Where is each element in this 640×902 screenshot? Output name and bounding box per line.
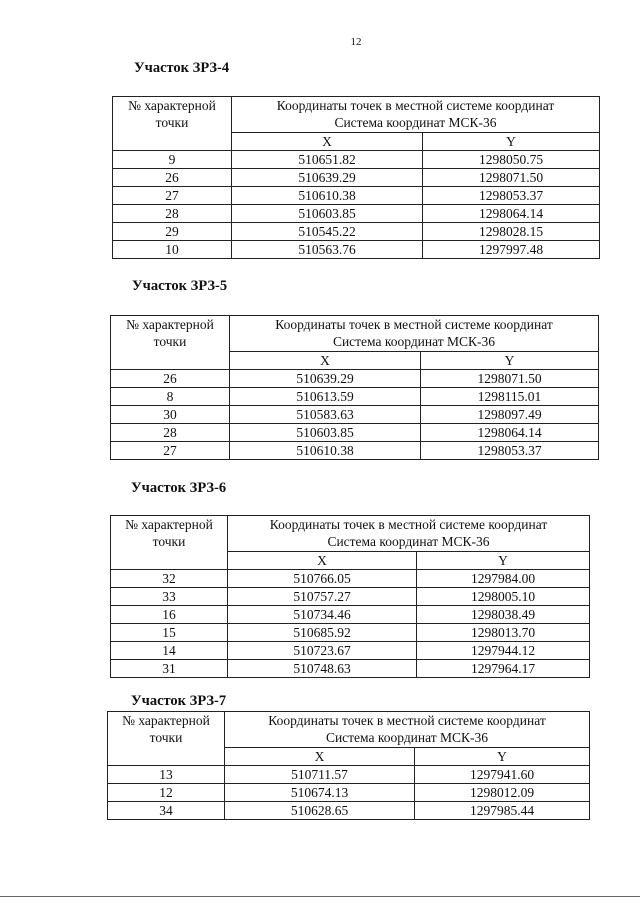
point-number-cell: 29 <box>113 223 232 241</box>
y-coordinate-cell: 1297964.17 <box>417 660 590 678</box>
y-column-header: Y <box>421 352 599 370</box>
y-coordinate-cell: 1298064.14 <box>421 424 599 442</box>
x-coordinate-cell: 510603.85 <box>232 205 423 223</box>
point-number-header: № характерной точки <box>108 712 225 766</box>
table-row <box>111 642 590 660</box>
x-coordinate-cell: 510610.38 <box>230 442 421 460</box>
y-coordinate-cell: 1298013.70 <box>417 624 590 642</box>
y-coordinate-cell: 1297984.00 <box>417 570 590 588</box>
y-coordinate-cell: 1298115.01 <box>421 388 599 406</box>
section-heading-zrz7: Участок ЗРЗ-7 <box>131 693 227 709</box>
y-coordinate-cell: 1297997.48 <box>423 241 600 259</box>
y-coordinate-cell: 1298005.10 <box>417 588 590 606</box>
y-coordinate-cell: 1298053.37 <box>421 442 599 460</box>
point-number-cell: 8 <box>111 388 230 406</box>
table-row <box>111 424 599 442</box>
table-row <box>113 151 600 169</box>
x-coordinate-cell: 510723.67 <box>228 642 417 660</box>
table-row <box>113 205 600 223</box>
point-number-cell: 34 <box>108 802 225 820</box>
point-number-cell: 28 <box>113 205 232 223</box>
point-number-cell: 13 <box>108 766 225 784</box>
coordinates-table-zrz6 <box>110 515 590 678</box>
y-coordinate-cell: 1298097.49 <box>421 406 599 424</box>
table-row <box>113 223 600 241</box>
table-row <box>108 784 590 802</box>
table-header-row <box>108 712 590 748</box>
table-row <box>108 802 590 820</box>
point-number-cell: 26 <box>111 370 230 388</box>
coordinates-table-zrz5 <box>110 315 599 460</box>
x-coordinate-cell: 510685.92 <box>228 624 417 642</box>
y-coordinate-cell: 1298038.49 <box>417 606 590 624</box>
y-coordinate-cell: 1298071.50 <box>421 370 599 388</box>
table-row <box>113 241 600 259</box>
page-bottom-rule <box>0 896 640 897</box>
page-number: 12 <box>350 36 362 48</box>
table-row <box>108 766 590 784</box>
y-coordinate-cell: 1298064.14 <box>423 205 600 223</box>
x-coordinate-cell: 510563.76 <box>232 241 423 259</box>
y-coordinate-cell: 1297941.60 <box>415 766 590 784</box>
x-coordinate-cell: 510639.29 <box>230 370 421 388</box>
x-coordinate-cell: 510583.63 <box>230 406 421 424</box>
x-coordinate-cell: 510610.38 <box>232 187 423 205</box>
x-coordinate-cell: 510613.59 <box>230 388 421 406</box>
y-coordinate-cell: 1298050.75 <box>423 151 600 169</box>
y-column-header: Y <box>415 748 590 766</box>
x-column-header: X <box>230 352 421 370</box>
table-row <box>111 660 590 678</box>
y-coordinate-cell: 1298071.50 <box>423 169 600 187</box>
coordinate-system-header: Координаты точек в местной системе координат Система координат МСК-36 <box>228 516 590 552</box>
coordinate-system-header: Координаты точек в местной системе координат Система координат МСК-36 <box>232 97 600 133</box>
point-number-cell: 14 <box>111 642 228 660</box>
y-coordinate-cell: 1297985.44 <box>415 802 590 820</box>
table-row <box>113 169 600 187</box>
x-coordinate-cell: 510651.82 <box>232 151 423 169</box>
point-number-cell: 15 <box>111 624 228 642</box>
point-number-cell: 16 <box>111 606 228 624</box>
point-number-cell: 9 <box>113 151 232 169</box>
x-coordinate-cell: 510674.13 <box>225 784 415 802</box>
point-number-cell: 28 <box>111 424 230 442</box>
point-number-cell: 32 <box>111 570 228 588</box>
x-coordinate-cell: 510766.05 <box>228 570 417 588</box>
table-row <box>111 370 599 388</box>
table-header-row <box>113 97 600 133</box>
table-row <box>113 187 600 205</box>
point-number-header: № характерной точки <box>113 97 232 151</box>
y-coordinate-cell: 1297944.12 <box>417 642 590 660</box>
y-column-header: Y <box>423 133 600 151</box>
x-coordinate-cell: 510603.85 <box>230 424 421 442</box>
table-row <box>111 406 599 424</box>
point-number-cell: 30 <box>111 406 230 424</box>
table-row <box>111 588 590 606</box>
table-row <box>111 388 599 406</box>
y-coordinate-cell: 1298028.15 <box>423 223 600 241</box>
coordinates-table-zrz7 <box>107 711 590 820</box>
section-heading-zrz6: Участок ЗРЗ-6 <box>131 480 227 496</box>
x-coordinate-cell: 510628.65 <box>225 802 415 820</box>
point-number-header: № характерной точки <box>111 516 228 570</box>
table-row <box>111 442 599 460</box>
section-heading-zrz5: Участок ЗРЗ-5 <box>132 278 228 294</box>
x-coordinate-cell: 510757.27 <box>228 588 417 606</box>
point-number-cell: 26 <box>113 169 232 187</box>
x-column-header: X <box>232 133 423 151</box>
y-coordinate-cell: 1298053.37 <box>423 187 600 205</box>
x-column-header: X <box>228 552 417 570</box>
coordinate-system-header: Координаты точек в местной системе координат Система координат МСК-36 <box>230 316 599 352</box>
table-row <box>111 570 590 588</box>
x-coordinate-cell: 510748.63 <box>228 660 417 678</box>
x-column-header: X <box>225 748 415 766</box>
table-row <box>111 624 590 642</box>
point-number-cell: 12 <box>108 784 225 802</box>
section-heading-zrz4: Участок ЗРЗ-4 <box>134 60 230 76</box>
point-number-cell: 10 <box>113 241 232 259</box>
x-coordinate-cell: 510734.46 <box>228 606 417 624</box>
table-header-row <box>111 516 590 552</box>
table-row <box>111 606 590 624</box>
y-column-header: Y <box>417 552 590 570</box>
x-coordinate-cell: 510711.57 <box>225 766 415 784</box>
table-header-row <box>111 316 599 352</box>
point-number-header: № характерной точки <box>111 316 230 370</box>
point-number-cell: 33 <box>111 588 228 606</box>
coordinates-table-zrz4 <box>112 96 600 259</box>
x-coordinate-cell: 510545.22 <box>232 223 423 241</box>
y-coordinate-cell: 1298012.09 <box>415 784 590 802</box>
point-number-cell: 31 <box>111 660 228 678</box>
coordinate-system-header: Координаты точек в местной системе координат Система координат МСК-36 <box>225 712 590 748</box>
point-number-cell: 27 <box>113 187 232 205</box>
x-coordinate-cell: 510639.29 <box>232 169 423 187</box>
point-number-cell: 27 <box>111 442 230 460</box>
